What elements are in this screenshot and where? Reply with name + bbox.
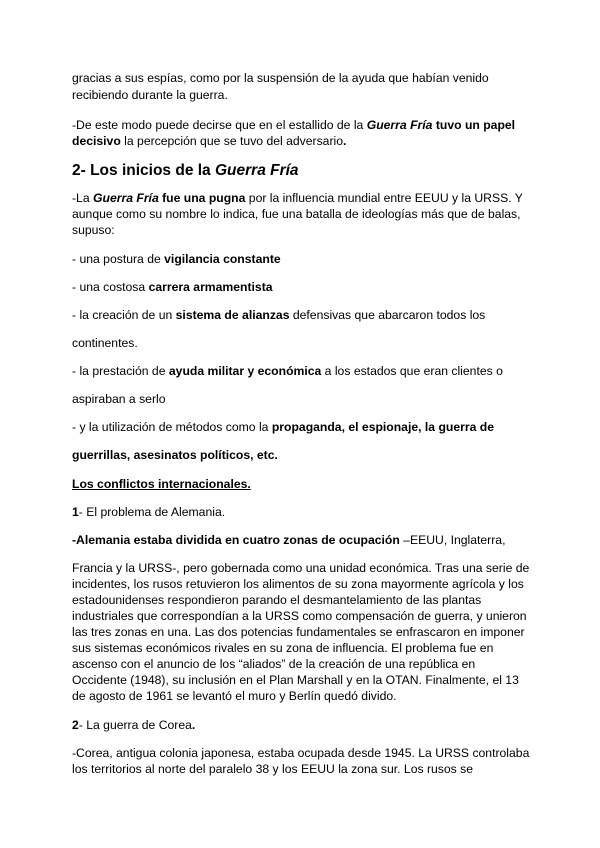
bullet-metodos: - y la utilización de métodos como la propaganda, el espionaje, la guerra de (72, 420, 494, 434)
conflict-1-line: estadounidenses respondieron parando el desmantelamiento de las plantas (72, 593, 482, 607)
conflict-1-paragraph-line-1: -Alemania estaba dividida en cuatro zonas de ocupación –EEUU, Inglaterra, (72, 533, 506, 547)
conflict-1-line: de agosto de 1961 se levantó el muro y Berlín quedó divido. (72, 689, 397, 703)
bullet-alianzas-continuation: continentes. (72, 336, 138, 350)
conflict-1-title: 1- El problema de Alemania. (72, 505, 226, 519)
section-2-heading: 2- Los inicios de la Guerra Fría (72, 162, 299, 179)
conflict-1-line: Occidente (1948), su inclusión en el Plan Marshall y en la OTAN. Finalmente, el 13 (72, 673, 519, 687)
section-2-paragraph-line-3: supuso: (72, 223, 115, 237)
section-2-paragraph-line-1: -La Guerra Fría fue una pugna por la influencia mundial entre EEUU y la URSS. Y (72, 191, 523, 205)
bullet-alianzas: - la creación de un sistema de alianzas defensivas que abarcaron todos los (72, 308, 486, 322)
intro-paragraph-2-line-2: decisivo la percepción que se tuvo del adversario. (72, 134, 347, 148)
conflict-1-line: sus sistemas económicos rivales en su zona de influencia. El problema fue en (72, 641, 494, 655)
bullet-vigilancia: - una postura de vigilancia constante (72, 252, 281, 266)
conflict-1-line: Francia y la URSS-, pero gobernada como una unidad económica. Tras una serie de (72, 561, 530, 575)
conflict-1-line: ascenso con el anuncio de los “aliados” de la creación de una república en (72, 657, 476, 671)
conflict-2-line: los territorios al norte del paralelo 38 y los EEUU la zona sur. Los rusos se (72, 762, 474, 776)
conflict-1-line: las tres zonas en una. Las dos potencias fundamentales se enfrascaron en imponer (72, 625, 525, 639)
intro-line-1: gracias a sus espías, como por la suspensión de la ayuda que habían venido (72, 71, 489, 85)
bullet-metodos-continuation: guerrillas, asesinatos políticos, etc. (72, 448, 278, 462)
intro-line-2: recibiendo durante la guerra. (72, 88, 228, 102)
conflict-1-line: incidentes, los rusos retuvieron los alimentos de su zona mayormente agrícola y los (72, 577, 524, 591)
conflict-2-line: -Corea, antigua colonia japonesa, estaba ocupada desde 1945. La URSS controlaba (72, 746, 530, 760)
section-2-paragraph-line-2: aunque como su nombre lo indica, fue una batalla de ideologías más que de balas, (72, 207, 521, 221)
bullet-ayuda-continuation: aspiraban a serlo (72, 392, 166, 406)
conflict-1-line: industriales que correspondían a la URSS como compensación de guerra, y unieron (72, 609, 527, 623)
bullet-carrera: - una costosa carrera armamentista (72, 280, 273, 294)
intro-paragraph-2-line-1: -De este modo puede decirse que en el estallido de la Guerra Fría tuvo un papel (72, 118, 516, 132)
conflicts-heading: Los conflictos internacionales. (72, 477, 251, 491)
conflict-2-title: 2- La guerra de Corea. (72, 718, 196, 732)
bullet-ayuda: - la prestación de ayuda militar y económica a los estados que eran clientes o (72, 364, 503, 378)
